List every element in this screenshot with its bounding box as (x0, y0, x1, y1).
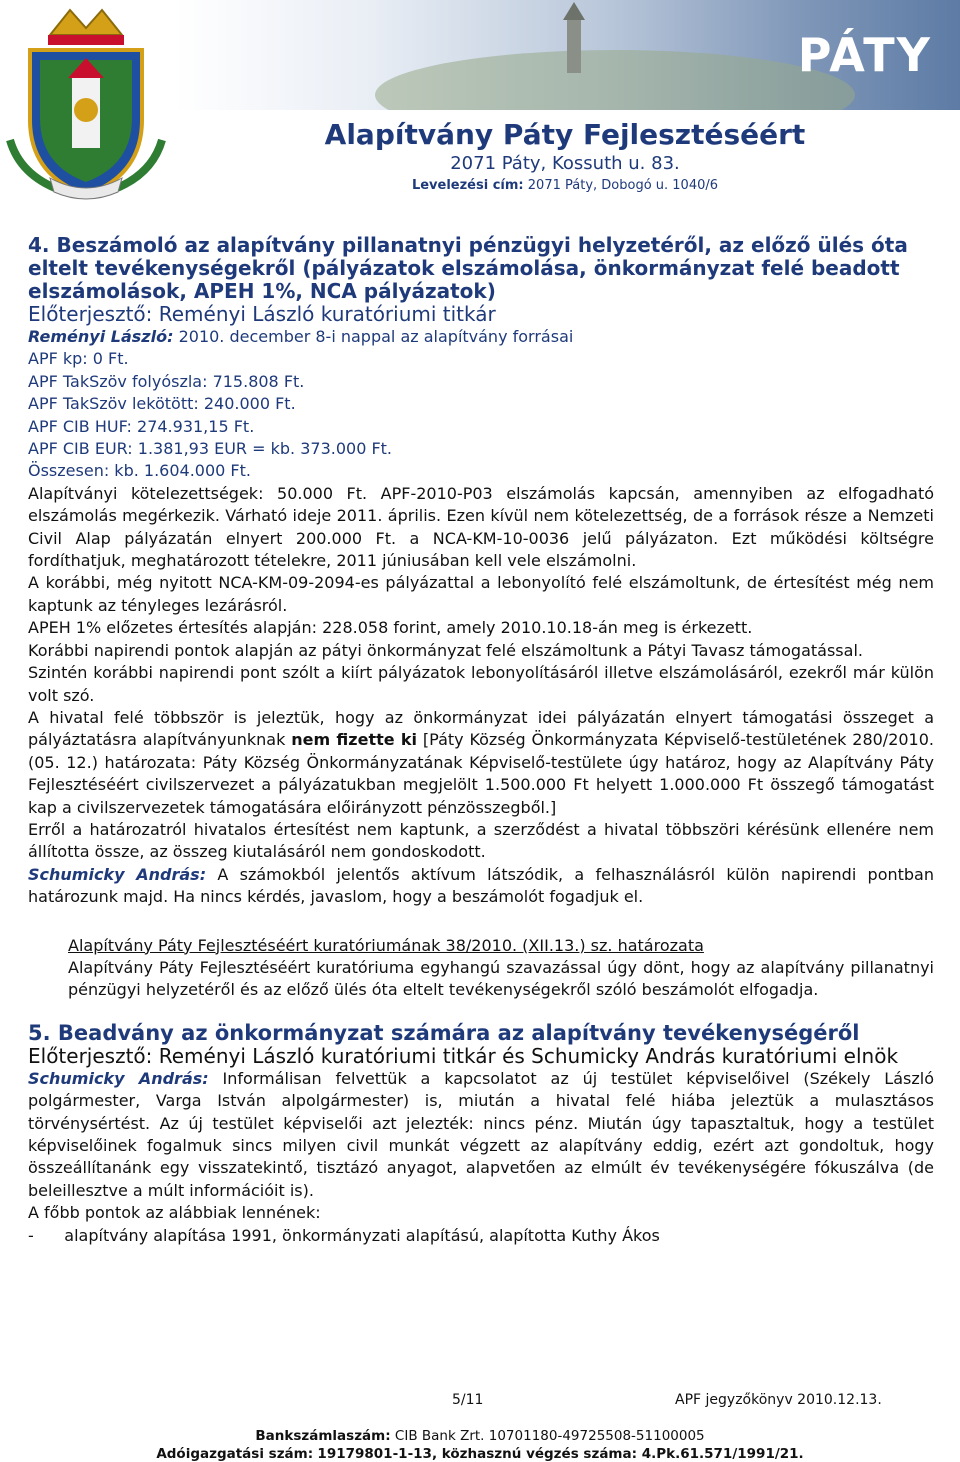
section-5-title: 5. Beadvány az önkormányzat számára az alapítvány tevékenységéről (28, 1020, 860, 1045)
paragraph: A főbb pontok az alábbiak lennének: (28, 1203, 321, 1223)
document-body (28, 234, 934, 1247)
section-4-title: 4. Beszámoló az alapítvány pillanatnyi pénzügyi helyzetéről, az előző ülés óta eltelt tevékenységekről (pályázatok elszámolása, önkormányzat felé beadott elszámolások, APEH 1%, NCA pályázatok) (28, 233, 908, 303)
banner-brand: PÁTY (797, 28, 932, 82)
balance-line: APF kp: 0 Ft. (28, 349, 129, 369)
section-5-presenter: Előterjesztő: Reményi László kuratóriumi titkár és Schumicky András kuratóriumi elnök (28, 1043, 899, 1068)
journal-ref: APF jegyzőkönyv 2010.12.13. (675, 1392, 882, 1408)
paragraph: A korábbi, még nyitott NCA-KM-09-2094-es pályázattal a lebonyolító felé elszámoltunk, de értesítést még nem kaptunk az tényleges lezárásról. (28, 573, 934, 615)
org-name: Alapítvány Páty Fejlesztéséért (324, 118, 806, 151)
mail-address: Levelezési cím: 2071 Páty, Dobogó u. 1040/6 (411, 178, 719, 193)
church-icon (567, 18, 581, 73)
paragraph: APEH 1% előzetes értesítés alapján: 228.058 forint, amely 2010.10.18-án meg is érkezett. (28, 618, 753, 638)
section-4-presenter: Előterjesztő: Reményi László kuratóriumi titkár (28, 302, 496, 326)
paragraph: Korábbi napirendi pontok alapján az pátyi önkormányzat felé elszámoltunk a Pátyi Tavasz támogatással. (28, 640, 863, 660)
balance-line: APF TakSzöv lekötött: 240.000 Ft. (28, 394, 296, 414)
letterhead (0, 0, 960, 210)
tax-number: Adóigazgatási szám: 19179801-1-13, közhasznú végzés száma: 4.Pk.61.571/1991/21. (156, 1446, 804, 1462)
balance-total: Összesen: kb. 1.604.000 Ft. (28, 461, 251, 481)
paragraph: Erről a határozatról hivatalos értesítést nem kaptunk, a szerződést a hivatal többszöri kérésünk ellenére nem állította össze, az összeg kiutalásáról nem gondoskodott. (28, 819, 934, 862)
balance-line: APF TakSzöv folyószla: 715.808 Ft. (28, 371, 305, 391)
section-4-intro: Reményi László: 2010. december 8-i nappal az alapítvány forrásai (28, 327, 574, 346)
list-item: - alapítvány alapítása 1991, önkormányzati alapítású, alapította Kuthy Ákos (28, 1225, 660, 1245)
resolution (68, 935, 934, 1002)
resolution-title: Alapítvány Páty Fejlesztéséért kuratóriumának 38/2010. (XII.13.) sz. határozata (68, 935, 704, 955)
balance-line: APF CIB HUF: 274.931,15 Ft. (28, 416, 255, 436)
paragraph: A hivatal felé többször is jeleztük, hogy az önkormányzat idei pályázatán elnyert támogatási összeget a pályáztatásra alapítványunknak nem fizette ki [Páty Község Önkormányzata Képviselő-testületének 280/2010. (05. 12.) határozata: Páty Község Önkormányzatának Képviselő-testülete úgy határoz, hogy az Alapítvány Páty Fejlesztéséért civilszervezet a pályázatukban megjelölt 1.500.000 Ft helyett 1.000.000 Ft összegő támogatást kap a civilszervezetek támogatására előirányzott pénzösszegből.] (28, 707, 935, 817)
paragraph: Schumicky András: Informálisan felvettük a kapcsolatot az új testület képviselőivel (Székely László polgármester, Varga István alpolgármester) is, miután a hivatal felé hiába jeleztük a mulasztásos törvénysértést. Az új testület képviselői azt jelezték: nincs pénz. Miután úgy tapasztaltuk, hogy a testület képviselőinek fogalmuk sincs milyen civil munkát végzett az alapítvány eddig, ezért azt gondoltuk, hogy összeállítanánk egy visszatekintő, tisztázó anyagot, alapvetően az elmúlt év tevékenységére fókuszálva (de beleillesztve a múlt információit is). (28, 1068, 934, 1200)
resolution-text: Alapítvány Páty Fejlesztéséért kuratóriuma egyhangú szavazással úgy dönt, hogy az alapítvány pillanatnyi pénzügyi helyzetéről és az előző ülés óta eltelt tevékenységekről szóló beszámolót elfogadja. (68, 957, 934, 1000)
org-address: 2071 Páty, Kossuth u. 83. (450, 153, 680, 174)
balance-line: APF CIB EUR: 1.381,93 EUR = kb. 373.000 Ft. (28, 439, 393, 459)
bank-account: Bankszámlaszám: CIB Bank Zrt. 10701180-49725508-51100005 (255, 1428, 705, 1444)
paragraph: Alapítványi kötelezettségek: 50.000 Ft. APF-2010-P03 elszámolás kapcsán, amennyiben az elfogadható elszámolás megérkezik. Várható ideje 2011. április. Ezen kívül nem kötelezettség, de a források része a Nemzeti Civil Alap pályázatán elnyert 200.000 Ft. a NCA-KM-10-0036 jelű pályázaton. Ezt működési költségre fordíthatjuk, meghatározott tételekre, 2011 júniusában kell vele elszámolni. (28, 483, 934, 571)
paragraph: Szintén korábbi napirendi pont szólt a kiírt pályázatok lebonyolításáról illetve elszámolásáról, ezekről már külön volt szó. (28, 663, 934, 705)
town-banner (175, 0, 960, 110)
page-number: 5/11 (452, 1392, 484, 1408)
paragraph: Schumicky András: A számokból jelentős aktívum látszódik, a felhasználásról külön napirendi pontban határozunk majd. Ha nincs kérdés, javaslom, hogy a beszámolót fogadjuk el. (28, 864, 935, 907)
